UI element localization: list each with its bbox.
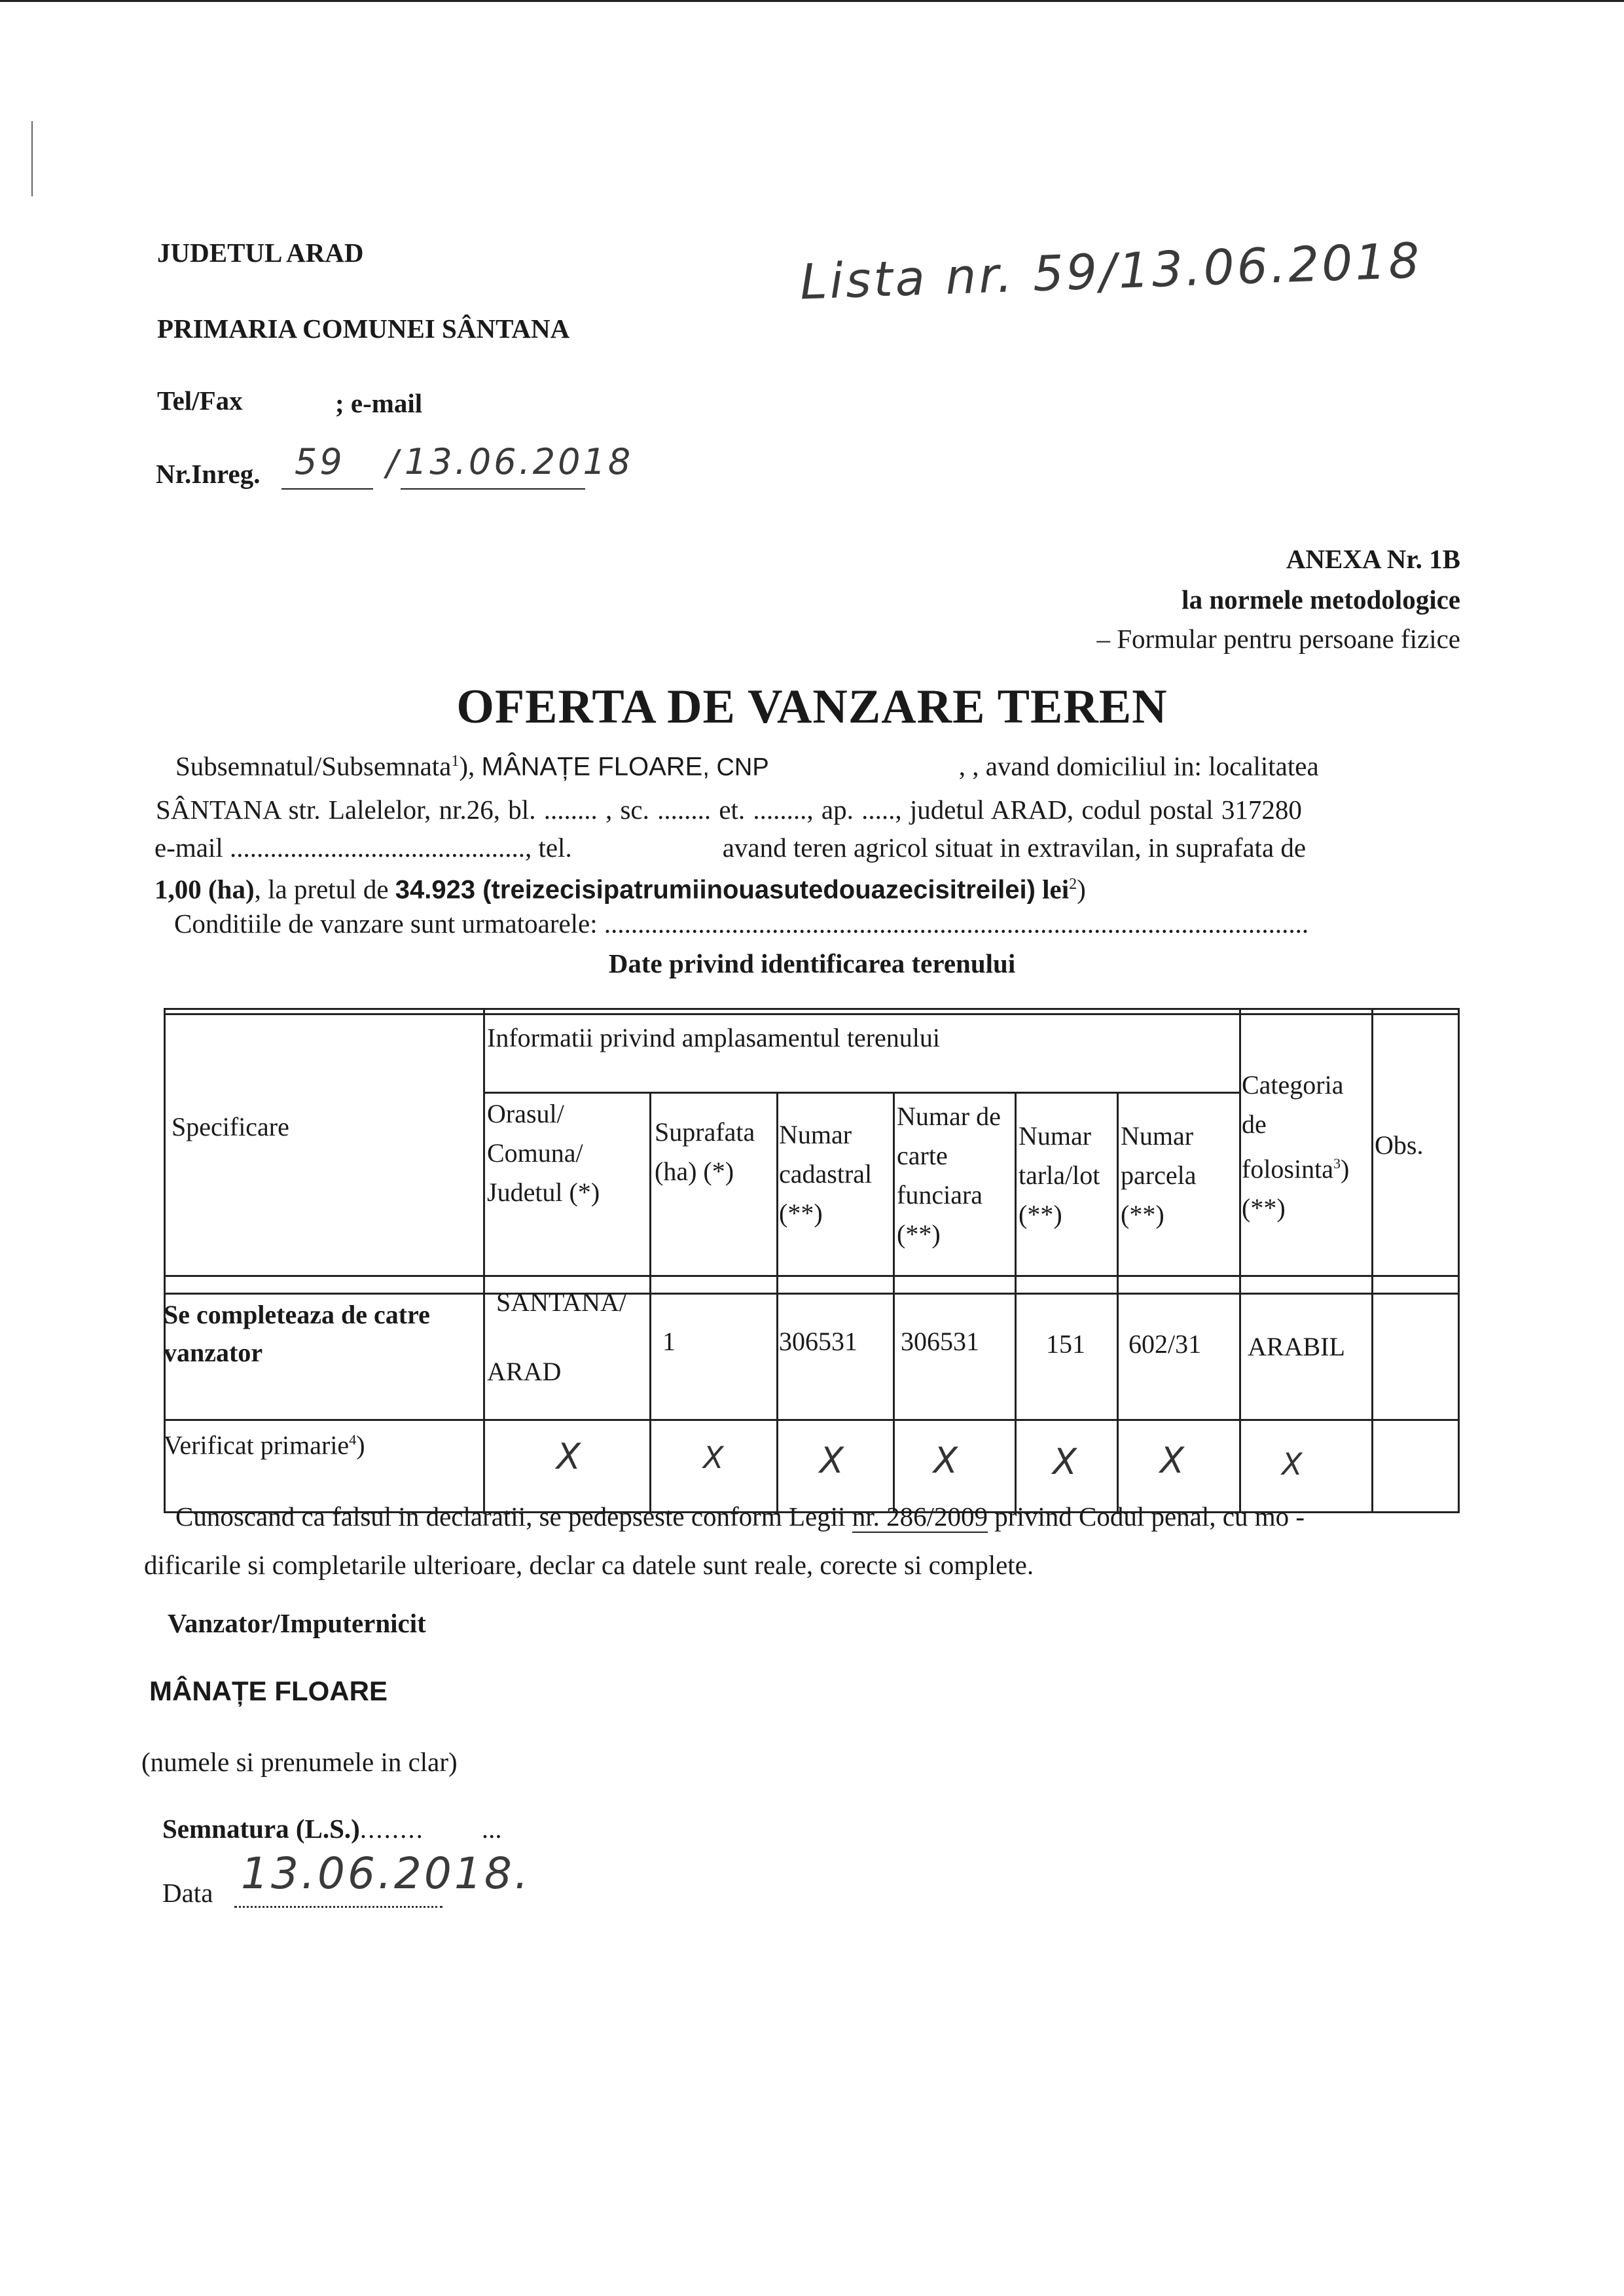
signature-dots: ........	[359, 1814, 424, 1844]
row1-oras-line2[interactable]: ARAD	[487, 1357, 562, 1386]
registration-label: Nr.Inreg.	[156, 459, 261, 489]
row2-carte-funciara-mark[interactable]: X	[933, 1440, 958, 1481]
law-reference-link[interactable]: nr. 286/2009	[852, 1501, 988, 1532]
annex-number: ANEXA Nr. 1B	[1286, 544, 1460, 574]
row1-suprafata[interactable]: 1	[662, 1327, 676, 1356]
col-group-amplasament: Informatii privind amplasamentul terenului	[487, 1023, 941, 1052]
declaration-text-a: Cunoscand ca falsul in declaratii, se pedepseste conform Legii	[175, 1501, 852, 1532]
row-verified-label	[164, 1420, 365, 1465]
registration-date: 13.06.2018	[405, 441, 634, 482]
signature-line[interactable]	[162, 1813, 502, 1844]
price-intro: , la pretul de	[254, 874, 395, 905]
table-double-line	[164, 1013, 1460, 1015]
city-hall-label: PRIMARIA COMUNEI SÂNTANA	[157, 314, 570, 344]
table-group-line	[483, 1092, 1241, 1094]
col-parcela: Numar parcela (**)	[1121, 1121, 1197, 1229]
body-line-3	[154, 827, 1306, 869]
date-field[interactable]	[234, 1847, 531, 1908]
email-label: ; e-mail	[335, 388, 423, 418]
row2-tarla-mark[interactable]: X	[1053, 1441, 1077, 1482]
col-specificare: Specificare	[171, 1112, 289, 1141]
body-line-2: SÂNTANA str. Lalelelor, nr.26, bl. ........ , sc. ........ et. ........, ap. ....., judetul ARAD, codul postal 317280	[156, 795, 1302, 825]
declaration-line-1	[175, 1496, 1305, 1537]
domicile-text: , , avand domiciliul in: localitatea	[958, 751, 1319, 781]
seller-name-clear: MÂNAȚE FLOARE	[149, 1676, 388, 1706]
col-suprafata: Suprafata (ha) (*)	[655, 1117, 755, 1186]
row2-oras-mark[interactable]: X	[556, 1436, 581, 1477]
footnote-ref-1: 1	[451, 753, 460, 770]
row1-parcela[interactable]: 602/31	[1128, 1329, 1202, 1359]
scan-margin-mark	[31, 121, 33, 196]
table-title: Date privind identificarea terenului	[608, 948, 1016, 978]
col-categoria-text: Categoria de folosinta	[1242, 1070, 1344, 1184]
county-label: JUDETUL ARAD	[157, 238, 364, 268]
tel-fax-label: Tel/Fax	[157, 386, 243, 416]
name-hint: (numele si prenumele in clar)	[141, 1747, 458, 1777]
agri-land-text: avand teren agricol situat in extravilan, in suprafata de	[722, 833, 1307, 863]
col-obs: Obs.	[1375, 1130, 1424, 1160]
row1-carte-funciara[interactable]: 306531	[901, 1327, 979, 1356]
footnote-ref-4: 4	[349, 1431, 357, 1448]
date-label: Data	[162, 1878, 213, 1908]
signature-tail: ...	[481, 1814, 502, 1844]
row-seller-label: Se completeaza de catre vanzator	[164, 1300, 430, 1367]
body-subsemnatul: Subsemnatul/Subsemnata	[175, 751, 452, 781]
footnote-ref-3: 3	[1333, 1155, 1341, 1172]
table-vline-3	[776, 1092, 778, 1513]
row2-suprafata-mark[interactable]: X	[703, 1440, 724, 1475]
signature-label: Semnatura (L.S.)	[162, 1814, 360, 1844]
col-categoria	[1242, 1066, 1370, 1228]
table-header-bottom-2	[164, 1293, 1460, 1295]
body-paren: ),	[459, 751, 482, 781]
date-value: 13.06.2018.	[241, 1848, 531, 1899]
scan-top-edge	[0, 0, 1624, 2]
body-line-1	[175, 741, 1319, 789]
registration-date-field[interactable]	[401, 440, 634, 490]
footnote-ref-2: 2	[1069, 876, 1077, 893]
cnp-label: , CNP	[702, 753, 769, 781]
col-cadastral: Numar cadastral (**)	[779, 1120, 873, 1228]
table-vline-2	[649, 1092, 651, 1513]
land-price: 34.923 (treizecisipatrumiinouasutedouazecisitreilei)	[395, 875, 1036, 905]
col-oras: Orasul/ Comuna/ Judetul (*)	[487, 1099, 600, 1207]
declaration-line-2: dificarile si completarile ulterioare, declar ca datele sunt reale, corecte si complete.	[144, 1550, 1034, 1580]
registration-number-field[interactable]	[281, 440, 373, 490]
row2-cadastral-mark[interactable]: X	[820, 1440, 844, 1481]
handwritten-list-note: Lista nr. 59/13.06.2018	[799, 232, 1423, 311]
seller-name: MÂNAȚE FLOARE	[481, 752, 703, 781]
table-header-bottom	[164, 1275, 1460, 1277]
table-vline-5	[1015, 1092, 1017, 1513]
sale-conditions: Conditiile de vanzare sunt urmatoarele: .........................................................................................................	[174, 908, 1309, 939]
row1-cadastral[interactable]: 306531	[779, 1327, 857, 1356]
col-carte-funciara: Numar de carte funciara (**)	[897, 1102, 1001, 1249]
registration-separator: /	[386, 442, 401, 484]
annex-subtitle: la normele metodologice	[1182, 584, 1460, 615]
row1-tarla[interactable]: 151	[1046, 1329, 1085, 1359]
annex-form-type: – Formular pentru persoane fizice	[1096, 624, 1460, 654]
registration-number: 59	[295, 441, 345, 482]
price-currency: lei	[1035, 874, 1070, 905]
page-title: OFERTA DE VANZARE TEREN	[456, 680, 1168, 734]
table-vline-1	[483, 1008, 485, 1513]
row1-oras-line1[interactable]: SANTANA/	[496, 1287, 627, 1317]
row-verified-tail: )	[356, 1430, 365, 1460]
table-vline-4	[893, 1092, 895, 1513]
declaration-text-b: privind Codul penal, cu mo -	[988, 1501, 1305, 1532]
col-categoria-tail: ) (**)	[1242, 1154, 1350, 1223]
table-vline-7	[1239, 1008, 1241, 1513]
row2-categoria-mark[interactable]: X	[1282, 1446, 1303, 1482]
price-close: )	[1077, 874, 1086, 905]
email-tel-text: e-mail ............................................, tel.	[154, 833, 572, 863]
row1-categoria[interactable]: ARABIL	[1248, 1332, 1345, 1361]
seller-role: Vanzator/Imputernicit	[168, 1608, 426, 1638]
row-verified-text: Verificat primarie	[164, 1430, 350, 1460]
col-tarla-lot: Numar tarla/lot (**)	[1019, 1121, 1100, 1229]
table-vline-8	[1371, 1008, 1373, 1513]
land-area: 1,00 (ha)	[154, 874, 255, 905]
row2-parcela-mark[interactable]: X	[1160, 1440, 1184, 1481]
